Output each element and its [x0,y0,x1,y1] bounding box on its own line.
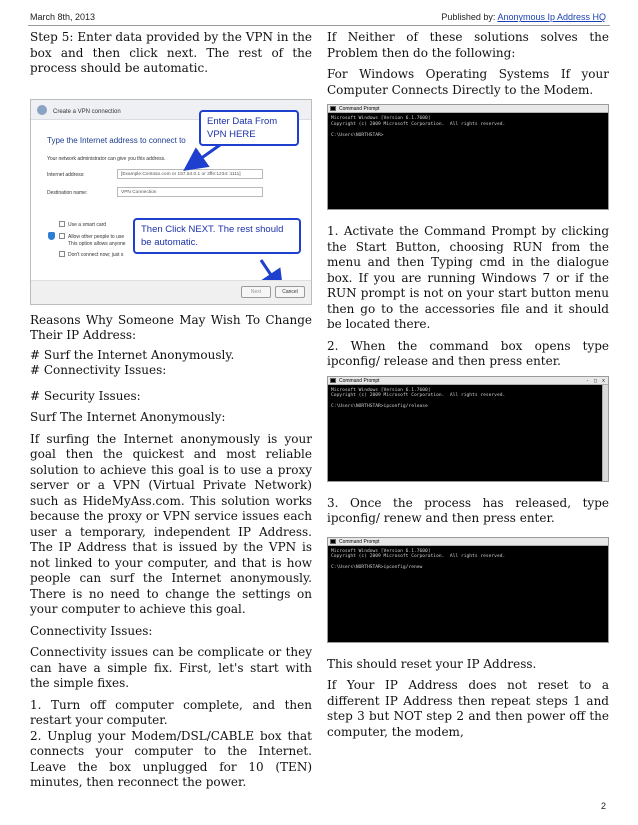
callout-click-next: Then Click NEXT. The rest should be automatic. [133,218,301,254]
vpn-screenshot [30,99,312,305]
cmd-title: Command Prompt [339,377,380,384]
cmd-line: Microsoft Windows [Version 6.1.7600] [331,116,431,121]
cmd-icon [330,539,336,544]
vpn-admin-text: Your network administrator can give you this address. [47,155,166,162]
renew-paragraph: 3. Once the process has released, type ipconfig/ renew and then press enter. [327,495,609,525]
bullet-security: # Security Issues: [30,388,141,403]
step2-paragraph: 2. Unplug your Modem/DSL/CABLE box that connects your computer to the Internet. Leave the box unplugged for 10 (TEN) minutes, then reconnect the power. [30,728,312,789]
cmd-titlebar [328,105,608,113]
smart-card-label: Use a smart card [68,221,107,228]
reset-paragraph: This should reset your IP Address. [327,656,537,671]
cmd-titlebar [328,377,608,385]
activate-paragraph: 1. Activate the Command Prompt by clicking the Start Button, choosing RUN from the menu and then Typing cmd in the dialogue box. If you are running Windows 7 or if the RUN prompt is not on your start button menu then go to the accessories file and it should be located there. [327,224,609,331]
header-date: March 8th, 2013 [30,12,96,22]
cmd-output [331,388,600,410]
publisher-link[interactable]: Anonymous Ip Address HQ [497,12,606,22]
cmd-title: Command Prompt [339,538,380,545]
vpn-button-bar [31,280,311,304]
command-prompt-2 [327,376,609,482]
cmd-output [331,116,600,138]
step5-paragraph: Step 5: Enter data provided by the VPN in the box and then click next. The rest of the process should be automatic. [30,30,312,75]
header-publisher [441,12,606,22]
cmd-line: Microsoft Windows [Version 6.1.7600] [331,387,431,393]
intro-paragraph-2: For Windows Operating Systems If your Computer Connects Directly to the Modem. [327,67,609,97]
cmd-line: Copyright (c) 2009 Microsoft Corporation. All rights reserved. [331,393,506,399]
cmd-prompt: C:\Users\NORTHSTAR>ipconfig/release [331,404,428,410]
publisher-prefix: Published by: [441,12,498,22]
step1-paragraph: 1. Turn off computer complete, and then restart your computer. [30,697,312,727]
reasons-heading: Reasons Why Someone May Wish To Change Their IP Address: [30,312,312,342]
bullet-connectivity: # Connectivity Issues: [30,363,167,377]
allow-others-sub: This option allows anyone [68,240,126,247]
vpn-heading: Type the Internet address to connect to [47,135,186,145]
left-column [30,30,312,797]
intro-paragraph-1: If Neither of these solutions solves the Problem then do the following: [327,30,609,60]
callout-enter-data: Enter Data From VPN HERE [199,110,299,146]
cmd-line: Microsoft Windows [Version 6.1.7600] [331,548,431,554]
cmd-titlebar [328,538,608,546]
internet-address-label: Internet address: [47,171,85,178]
window-controls[interactable]: - □ x [585,377,606,384]
destination-label: Destination name: [47,189,88,196]
cmd-icon [330,378,336,383]
next-button[interactable]: Next [241,286,271,298]
surf-paragraph: If surfing the Internet anonymously is your goal then the quickest and most reliable solution to achieve this goal is to use a proxy server or a VPN (Virtual Private Network) such as HideMyAss.com. This solution works because the proxy or VPN service issues each user a temporary, independent IP Address. The IP Address that is issued by the VPN is not linked to your computer, and that is how people can surf the Internet anonymously. There is no need to change the settings on your computer to achieve this goal. [30,431,312,616]
bullet-surf: # Surf the Internet Anonymously. [30,347,235,362]
connectivity-heading: Connectivity Issues: [30,623,153,638]
command-prompt-1 [327,104,609,210]
cmd-scrollbar[interactable] [602,385,608,481]
right-column [327,30,609,746]
destination-field[interactable]: VPN Connection [117,187,263,197]
cmd-line: Copyright (c) 2009 Microsoft Corporation. All rights reserved. [331,554,506,560]
cmd-prompt: C:\Users\NORTHSTAR> [331,132,384,138]
release-paragraph: 2. When the command box opens type ipconfig/ release and then press enter. [327,338,609,368]
cmd-prompt: C:\Users\NORTHSTAR>ipconfig/renew [331,565,423,571]
page-number: 2 [600,801,606,811]
cancel-button[interactable]: Cancel [275,286,305,298]
vpn-window-title: Create a VPN connection [53,108,121,115]
cmd-line: Copyright (c) 2009 Microsoft Corporation. All rights reserved. [331,121,506,127]
cmd-title: Command Prompt [339,106,380,112]
command-prompt-3 [327,537,609,643]
header-divider [28,25,610,26]
cmd-icon [330,106,336,111]
allow-others-label: Allow other people to use [68,233,125,240]
final-paragraph: If Your IP Address does not reset to a different IP Address then repeat steps 1 and step 3 but NOT step 2 and then power off the computer, the modem, [327,678,609,739]
dont-connect-label: Don't connect now; just s [68,251,124,258]
connectivity-paragraph: Connectivity issues can be complicate or they can have a simple fix. First, let's start with the simple fixes. [30,645,312,690]
surf-heading: Surf The Internet Anonymously: [30,410,226,424]
cmd-output [331,549,600,571]
internet-address-field[interactable]: [Example:Contoso.com or 157.54.0.1 or 3ffe:1234::1111] [117,169,263,179]
